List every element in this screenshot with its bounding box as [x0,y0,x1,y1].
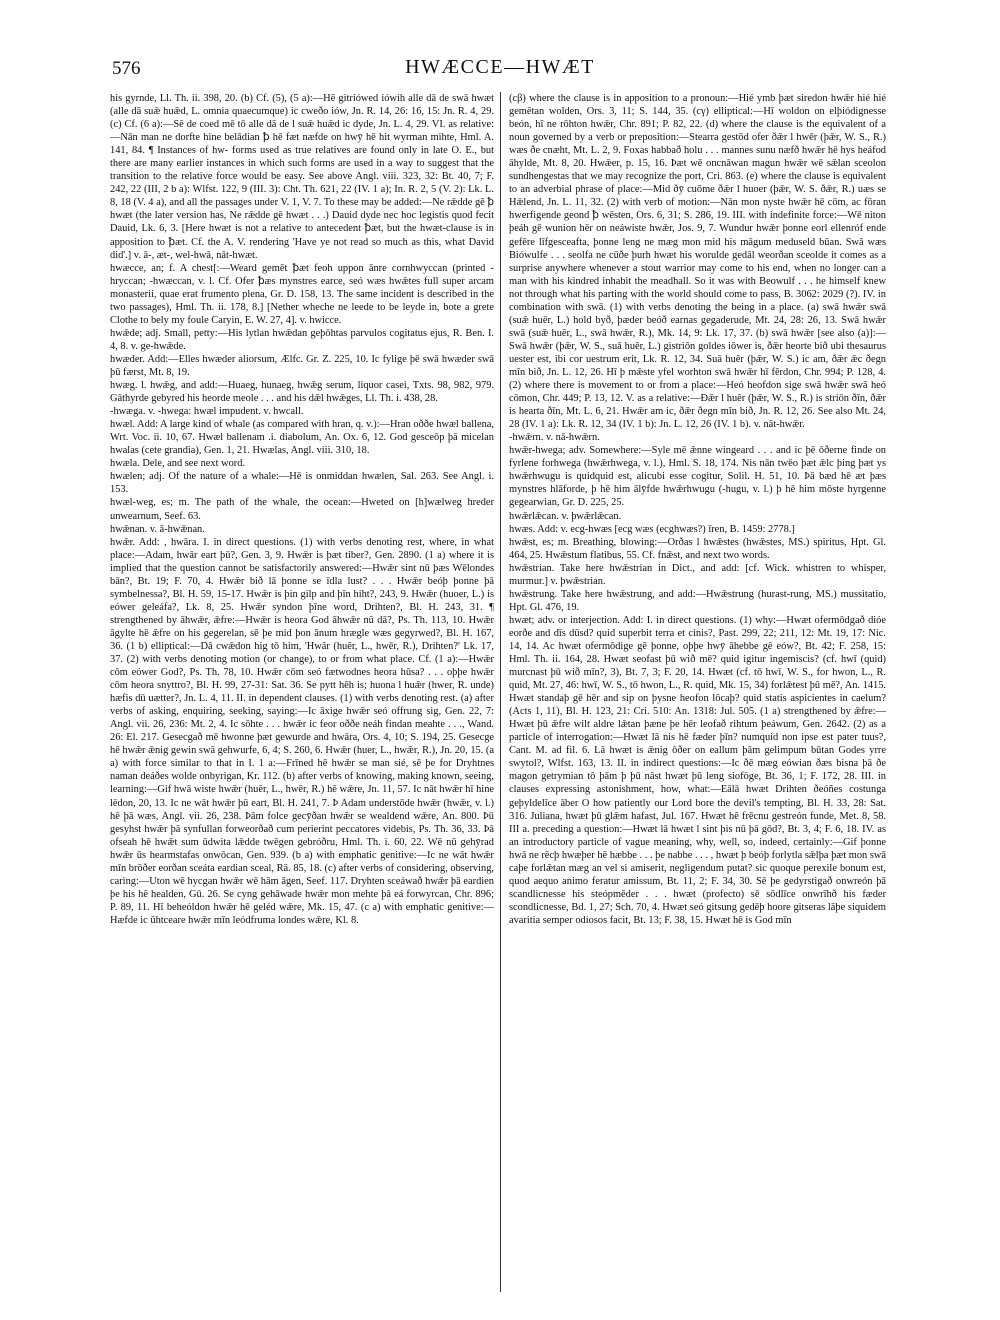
dictionary-page [108,52,892,1297]
dictionary-entry: hwælen; adj. Of the nature of a whale:—Hē is onmiddan hwælen, Sal. 263. See Angl. i. 153. [110,471,494,496]
left-column [108,92,500,1292]
dictionary-entry: hwæl. Add: A large kind of whale (as compared with hran, q. v.):—Hran oððe hwæl ballena, Wrt. Voc. ii. 10, 67. Hwæl ballenam .i. diabolum, An. Ox. 6, 12. God gesceōp þā micelan hwalas (cete grandia), Gen. 1, 21. Hwælas, Angl. viii. 310, 18. [110,419,494,457]
dictionary-entry: hwǣde; adj. Small, petty:—His lytlan hwǣdan geþōhtas parvulos cogitatus ejus, R. Ben. I. 4, 8. v. ge-hwǣde. [110,327,494,352]
dictionary-entry: hwǣst, es; m. Breathing, blowing:—Orðas l hwǣstes (hwǣstes, MS.) spiritus, Hpt. Gl. 464, 25. Hwǣstum flatibus, 55. Cf. fnǣst, and next two words. [509,536,886,561]
running-head: HWÆCCE—HWÆT [405,56,595,78]
dictionary-entry: hwæt; adv. or interjection. Add: I. in direct questions. (1) why:—Hwæt ofermōdgað dióe eorðe and dīs dūsd? quid superbit terra et cinis?, Past. 299, 22; 211, 12: Mt. 19, 17: Nic. 14, 14. Ac hwæt ofermōdige gē þonne, oþþe hwȳ āhebbe gē eów?, Bt. 42; F. 258, 15: Hml. Th. ii. 164, 28. Hwæt seofast þū wið mē? quid igitur ingemiscis? (cf. hwī (quid) murcnast þū wið mīn?, 3), Bt. 7, 3; F. 20, 14. Hwæt (cf. tō hwī, W. S., for hwon, L., R. quid, Mt. 27, 46: hwī, W. S., tō hwon, L., R. quid, Mk. 15, 34) forlǣtest þū mē?, An. 1415. Hwæt standaþ gē hēr and sip on þysne heofon lōcaþ? quid statis aspicientes in caelum? (Acts 1, 11), Bl. H. 123, 21: Cri. 510: An. 1318: Jul. 505. (1 a) strengthened by ǣfre:—Hwæt þū ǣfre wilt aldre lǣtan þæne þe hēr leofað rihtum þeáwum, Gen. 2642. (2) as a particle of interrogation:—Hwæt lā nis hē fæder þīn? numquid non ipse est pater tuus?, Cant. M. ad fil. 6. Lā hwæt is ǣnig ōðer on eallum þām gelimpum būtan Godes yrre swytol?, Wlfst. 163, 13. II. in indirect questions:—Ic ðē mæg eówian ðæs bisna þā ðe magon getrymian tō þām þ þū nāst hwæt þū leng sioföge, Bt. 36, 1; F. 172, 28. III. in clauses expressing astonishment, how, what:—Eālā hwæt Drihten ðeóñes costunga geþyldelīce āber O how patiently our Lord bore the devil's tempting, Bl. H. 33, 28: Sat. 316. Juliana, hwæt þū glǣm hafast, Jul. 167. Hwæt hē frēcnu gestreón funde, Met. 8, 58. III a. preceding a question:—Hwæt lā hwæt l sint þis nū þā gōd?, Bt. 3, 4; F. 6, 18. IV. as an introductory particle of vague meaning, why, well, so, indeed, certainly:—Gif þonne hwā ne rēcþ hwæþer hē hæbbe . . . þe nabbe . . . , hwæt þ beóþ forlytla sǣlþa þæt mon swā caþe forlǣtan mæg an vel si amiserit, negligendum putat? sic quoque perexile bonum est, quod aequo animo feratur amissum, Bt. 11, 2; F. 34, 30. Sē þe gedyrstigað onwreón þā scandlicnesse his steópmēder . . . hwæt (profecto) sē sōdlīce onwrīhð his fæder scondlicnesse, Bd. 1, 27; Sch. 70, 4. Hwæt seó gitsung gedēþ hoore gitseras lāþe siquidem avaritia semper odiosos facit, Bt. 13; F. 38, 15. Hwæt hē is God mīn [509,614,886,926]
dictionary-entry: -hwǣrn. v. nā-hwǣrn. [509,432,600,444]
dictionary-entry: hwæcce, an; f. A chest[:—Weard gemēt ꝥæt feoh uppon ānre cornhwyccan (printed -hryccan; -hwæccan, v. l. Cf. Ofer ꝥæs mynstres earce, seó wæs hwǣtes full super arcam monasterii, quae erat frumento plena, Gr. D. 158, 13. The same incident is described in the two passages), Hml. Th. ii. 178, 8.] [Nether wheche ne leede to be leyde in, bote a grete Clothe to bely my foule Caryin, E. W. 27, 4]. v. hwicce. [110,262,494,326]
page-number: 576 [112,58,141,79]
two-column-body [108,92,892,1292]
dictionary-entry: (cβ) where the clause is in apposition to a pronoun:—Hié ymb þæt siredon hwǣr hié hié gemētan wolden, Ors. 3, 11; S. 144, 35. (cγ) elliptical:—Hī woldon on elþiódignesse beón, hī ne rōhton hwǣr, Chr. 891; P. 82, 22. (d) where the clause is the equivalent of a noun governed by a verb or preposition:—Stearra gestōd ofer ðǣr l hwēr (þǣr, W. S., R.) wæs ðe cnæht, Mt. L. 2, 9. Foxas habbað holu . . . mannes sunu næfð hwǣr hē hys heáfod āhylde, Mt. 8, 20. Hwǣer, p. 15, 16. Þæt wē oncnāwan magun hwǣr wē sǣlan sceolon sundhengestas that we may recognize the port, Cri. 863. (e) where the clause is equivalent to an adverbial phrase of place:—Mid ðȳ cuōme ðǣr l huoer (þǣr, W. S. ðǣr, R.) uæs se Hǣlend, Jn. L. 11, 32. (2) with verb of motion:—Nān mon nyste hwǣr hē cōm, ac fōran hwerfigende geond ꝥ wēsten, Ors. 6, 31; S. 286, 19. III. with indefinite force:—Wē niton þeáh gē wunion hēr on neáwiste hwǣr, Jos. 9, 7. Wundur hwǣr þonne eorl ellenróf ende gefēre līfgesceafta, þonne leng ne mæg mon mid his māgum meduseld būan. Swā wæs Biówulfe . . . seolfa ne cūðe þurh hwæt his worulde gedāl weorðan sceolde it comes as a surprise anywhere whenever a stout warrior may come to his end, when no longer can a man with his kindred inhabit the meadhall. So it was with Beowulf . . . he himself knew not through what his parting with the world should come to pass, B. 3062: 2029 (?). IV. in combination with swā. (1) with verbs denoting the being in a place. (a) swā hwǣr swā (suǣ huēr, L.) hold byð, þæder beóð earnas gegaderude, Mt. 24, 28: 26, 13. Swā hwǣr swā (suǣ huēr, L., swā hwǣr, R.), Mk. 14, 9: Lk. 17, 37. (b) swā hwǣr [see also (a)]:—Swā hwǣr (þǣr, W. S., suā huēr, L.) gistriōn goldes iōwer is, ðǣr heorte bið ubi thesaurus uester est, ibi cor uestrum erit, Lk. R. 12, 34. Suā huēr (þǣr, W. S.) ic am, ðǣr ǣc ðegn mīn bið, Jn. L. 12, 26. Hī þ mǣste yfel worhton swā hwǣr hī fērdon, Chr. 994; P. 128, 4. (2) where there is movement to or from a place:—Heó heofdon sige swā hwǣr swā heó cōmon, Chr. 449; P. 13, 12. V. as a relative:—Ðǣr l huēr (þǣr, W. S., R.) is striōn ðīn, ðǣr is hearta ðīn, Mt. L. 6, 21. Hwǣr am ic, ðǣr ðegn mīn bið, Jn. R. 12, 26. See also Mt. 24, 28 (IV. 1 a): Lk. R. 12, 34 (IV. 1 b): Jn. L. 12, 26 (IV. 1 b). v. nāt-hwǣr. [509,93,886,431]
dictionary-entry: hwæg. l. hwǣg, and add:—Huaeg, hunaeg, hwǣg serum, liquor casei, Txts. 98, 982, 979. Gāthyrde gebyred his heorde meole . . . and his dǣl hwǣges, Ll. Th. i. 438, 28. [110,380,494,405]
dictionary-entry: -hwæga. v. -hwega: hwæl impudent. v. hwcall. [110,406,304,418]
dictionary-entry: hwǣstrung. Take here hwǣstrung, and add:—Hwǣstrung (hurast-rung, MS.) mussitatio, Hpt. Gl. 476, 19. [509,588,886,613]
right-column [500,92,892,1292]
dictionary-entry: hwǣrlǣcan. v. þwǣrlǣcan. [509,510,622,522]
dictionary-entry: hwǣnan. v. ā-hwǣnan. [110,523,205,535]
dictionary-entry: hwǣr-hwega; adv. Somewhere:—Syle mē ǣnne wingeard . . . and ic þē ōðerne finde on fyrlene forhwega (hwǣrhwega, v. l.), Hml. S. 18, 174. Nis nān twēo þæt ǣlc þing þæt ys hwǣrhwugu is quidquid est, alicubi esse cogitur, Solil. H. 51, 10. Þā bæd hē æt þæs mynstres hlāforde, þ hē him ālȳfde hwǣrhwugu (-hugu, v. l.) þ hē him mōste hyrgenne gegearwian, Gr. D. 225, 25. [509,445,886,509]
dictionary-entry: his gyrnde, Ll. Th. ii. 398, 20. (b) Cf. (5), (5 a):—Hē gitriówed iówih alle dā de swā hwæt (alle dā suǣ huǣd, L. omnia quaecumque) ic cweðo iów, Jn. R. 14, 26: 16, 15: Jn. R. 4, 29. (c) Cf. (6 a):—Sē de coed mē tō alle dā de l suǣ huǣd ic dyde, Jn. L. 4, 29. VI. as relative:—Nān man ne dorfte hine belādian ꝥ hē fæt næfde on hwȳ hē hit wyrman mihte, Hml. A. 141, 84. ¶ Instances of hw- forms used as true relatives are found only in late O. E., but there are many earlier instances in which such forms are used in a way to suggest that the transition to the relative force would be easy. See above Angl. viii. 323, 32: Bt. 40, 7; F. 242, 22 (III, 2 b a): Wlfst. 122, 9 (III. 3): Cht. Th. 621, 22 (IV. 1 a); In. R. 2, 5 (V. 2): Lk. L. 8, 18 (V. 4 a), and all the passages under V. 1, V. 7. To these may be added:—Ne rǣdde gē ꝥ hwæt (the later version has, Ne rǣdde gē hwæt . . .) Dauid dyde nec hoc legistis quod fecit Dauid, Lk. 6, 3. [Here hwæt is not a relative to antecedent ꝥæt, but the hwæt-clause is in apposition to ꝥæt. Cf. the A. V. rendering 'Have ye not read so much as this, what David did'.] v. ā-, æt-, wel-hwā, nāt-hwæt. [110,93,494,261]
dictionary-entry: hwæl-weg, es; m. The path of the whale, the ocean:—Hweted on [h]wælweg hreder unwearnum, Seef. 63. [110,497,494,522]
page-header [108,52,892,88]
dictionary-entry: hwǣstrian. Take here hwǣstrian in Dict., and add: [cf. Wick. whistren to whisper, murmur.] v. þwǣstrian. [509,562,886,587]
dictionary-entry: hwæs. Add: v. ecg-hwæs [ecg wæs (ecghwæs?) īren, B. 1459: 2778.] [509,523,795,535]
dictionary-entry: hwæder. Add:—Elles hwæder aliorsum, Ælfc. Gr. Z. 225, 10. Ic fylige þē swā hwæder swā þū færst, Mt. 8, 19. [110,353,494,378]
dictionary-entry: hwæla. Dele, and see next word. [110,458,246,470]
dictionary-entry: hwǣr. Add: , hwāra. I. in direct questions. (1) with verbs denoting rest, where, in what place:—Adam, hwār eart þū?, Gen. 3, 9. Hwǣr is þæt tiber?, Gen. 2890. (1 a) where it is implied that the question cannot be satisfactorily answered:—Hwǣr sint nū þæs Wēlondes bān?, Bt. 19; F. 70, 4. Hwǣr bið lā þonne se īdla lust? . . . Hwǣr beóþ þonne þā symbelnessa?, Bl. H. 59, 15-17. Hwǣr is þin gilp and þīn hiht?, 243, 9. Hwǣr (huoer, L.) is eówer geleáfa?, Lk. 8, 25. Hwǣr syndon þīne word, Drihten?, Bl. H. 243, 31. ¶ strengthened by āhwǣr, ǣfre:—Hwǣr is heora God āhwǣr nū dā?, Ps. Th. 113, 10. Hwǣr āgylte hē ǣfre on his gegerelan, sē þe mid þon ānum hrægle wæs gegyrwed?, Bl. H. 167, 36. (1 b) elliptical:—Dā cwǣdon hig tō him, 'Hwār (huēr, L., hwēr, R.), Drihten?' Lk. 17, 37. (2) with verbs denoting motion (or change), to or from what place. Cf. (1 a):—Hwǣr cōm eówer God?, Ps. Th. 78, 10. Hwǣr cōm seó fætwodnes heora hūsa? . . . oþþe hwǣr cōm heora snyttro?, Bl. H. 99, 27-31: Sat. 36. Se pytt hēh is; huona l huǣr (hwer, R. unde) hæfis dū uætter?, Jn. L. 4, 11. II. in dependent clauses. (1) with verbs denoting rest. (a) after verbs of asking, enquiring, seeking, saying:—Ic āxige hwǣr seó offrung sig, Gen. 22, 7: Angl. vii. 26, 236: Mt. 2, 4. Ic sōhte . . . hwǣr ic feor oððe neáh findan meahte . . ., Wand. 26: El. 217. Gesecgað mē hwonne þæt gewurde and hwāra, Ors. 4, 10; S. 194, 25. Gesecge hē hwǣr ǣnig gewin swā gehwurfe, 6, 4; S. 260, 6. Hwǣr (huer, L., hwǣr, R.), Jn. 20, 15. (a a) with force similar to that in I. 1 a:—Frīned hē hwǣr se man sié, sē þe for Dryhtnes naman deáðes wolde onbyrigan, Kr. 112. (b) after verbs of knowing, making known, seeing, learning:—Gif hwā wiste hwǣr (huēr, L., hwēr, R.) hē wǣre, Jn. 11, 57. Ic nāt hwǣr hī hine lēdon, 20, 13. Ic ne wāt hwǣr þū eart, Bl. H. 241, 7. Þ Adam understōde hwǣr (hwǣr, v. l.) hē þā wæs, Angl. vii. 26, 238. Þām folce gecȳðan hwǣr se wealdend wǣre, An. 800. Þū gesyhst hwǣr þā synfullan forweorðað cum perierint peccatores videbis, Ps. Th. 36, 33. Þā ofseah hē hwǣt sum ūdwita lǣdde twēgen gebróðru, Hml. Th. i. 60, 22. Wē nū gehȳrad hwǣr ūs hearmstafas onwōcan, Gen. 939. (b a) with emphatic genitive:—Ic ne wāt hwǣr mīn brōðer eorðan sceáta eardian sceal, Rä. 85, 18. (c) after verbs of considering, observing, caring:—Uton wē hycgan hwǣr wē hām āgen, Seef. 117. Dryhten sceáwað hwǣr þā eardien þe his hē healden, Gū. 26. Se cyng gehāwade hwǣr mon mehte þā eá forwyrcan, Chr. 896; P. 89, 11. Hī beheóldon hwǣr hē geléd wǣre, Mk. 15, 47. (c a) with emphatic genitive:—Hæfde ic ūhtceare hwǣr mīn leódfruma londes wǣre, Kl. 8. [110,536,494,926]
